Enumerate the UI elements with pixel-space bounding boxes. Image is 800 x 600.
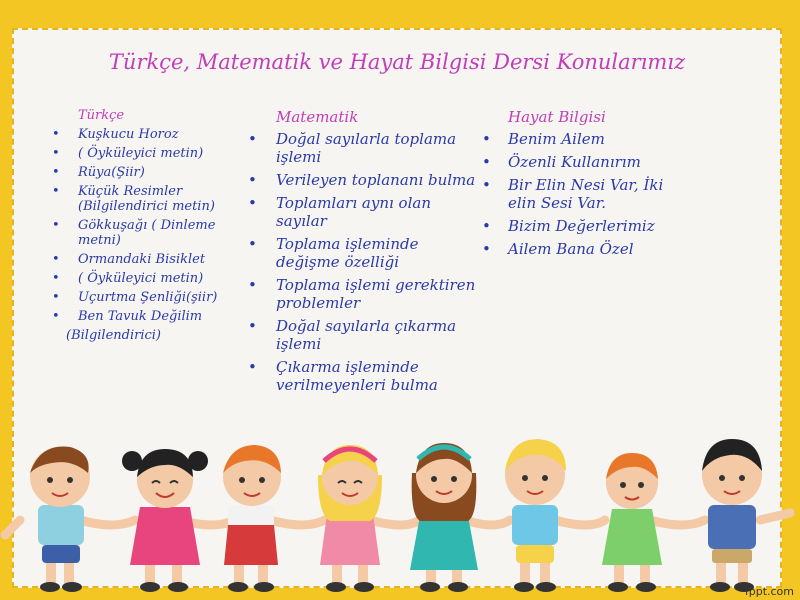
child-figure [602,453,662,592]
matematik-column [248,108,478,399]
list-item: • Toplamları aynı olan sayılar [248,194,478,230]
matematik-heading: Matematik [276,108,359,126]
list-item: • Ben Tavuk Değilim [52,309,242,324]
child-figure [702,439,762,592]
list-item: • Doğal sayılarla çıkarma işlemi [248,317,478,353]
child-figure [505,439,566,592]
list-item: • Bizim Değerlerimiz [482,217,682,235]
list-item: • Ormandaki Bisiklet [52,252,242,267]
turkce-heading: Türkçe [78,108,125,123]
list-item: • Çıkarma işleminde verilmeyenleri bulma [248,358,478,394]
list-item: • Özenli Kullanırım [482,153,682,171]
child-figure [318,445,382,592]
child-figure [223,445,281,592]
hayat-bilgisi-list [482,130,682,258]
list-item: • Kuşkucu Horoz [52,127,242,142]
list-item: • Uçurtma Şenliği(şiir) [52,290,242,305]
slide-title: Türkçe, Matematik ve Hayat Bilgisi Dersi Konularımız [108,50,686,74]
matematik-list [248,130,478,394]
watermark: fppt.com [744,585,794,598]
list-item: • Toplama işleminde değişme özelliği [248,235,478,271]
turkce-column [52,108,242,343]
hayat-bilgisi-heading: Hayat Bilgisi [508,108,606,126]
list-item: • ( Öyküleyici metin) [52,146,242,161]
list-item: • ( Öyküleyici metin) [52,271,242,286]
list-item: • Rüya(Şiir) [52,165,242,180]
child-figure [30,447,90,592]
list-item: • Toplama işlemi gerektiren problemler [248,276,478,312]
list-item: • Verileyen toplananı bulma [248,171,478,189]
list-item: • Ailem Bana Özel [482,240,682,258]
turkce-tail-text: (Bilgilendirici) [66,328,162,343]
list-item: • Benim Ailem [482,130,682,148]
list-item: • Doğal sayılarla toplama işlemi [248,130,478,166]
list-item: • Gökkuşağı ( Dinleme metni) [52,218,242,248]
turkce-list [52,127,242,324]
list-item: • Bir Elin Nesi Var, İki elin Sesi Var. [482,176,682,212]
hayat-bilgisi-column [482,108,682,263]
children-holding-hands-illustration [0,425,800,600]
list-item: • Küçük Resimler (Bilgilendirici metin) [52,184,242,214]
child-figure [410,443,478,592]
